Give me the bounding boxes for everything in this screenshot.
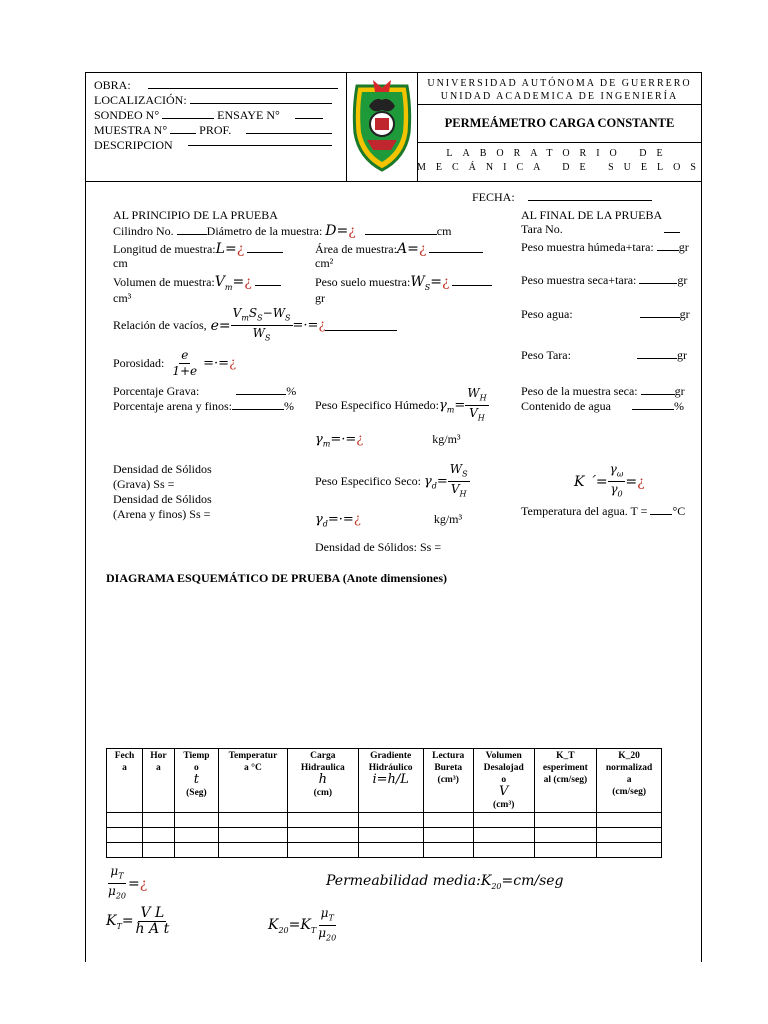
p-humeda-unit: gr (678, 240, 689, 254)
localizacion-label: LOCALIZACIÓN: (94, 93, 187, 107)
col-kt: K_T esperiment al (cm/seg) (534, 749, 597, 813)
porosidad-label: Porosidad: (113, 356, 165, 370)
university-name: UNIVERSIDAD AUTÓNOMA DE GUERRERO (427, 78, 692, 89)
localizacion-row (94, 93, 332, 108)
fecha-field[interactable] (528, 190, 652, 201)
fecha-row (472, 190, 652, 205)
page-frame-right (701, 72, 702, 962)
table-cell[interactable] (473, 828, 534, 843)
page-frame-left (85, 72, 86, 962)
cilindro-field[interactable] (177, 224, 207, 235)
header-divider-2 (417, 142, 702, 143)
kt-formula (106, 906, 171, 937)
ensaye-label: ENSAYE N° (217, 108, 280, 122)
left-section-title: AL PRINCIPIO DE LA PRUEBA (113, 208, 278, 222)
grava-label: Porcentaje Grava: (113, 384, 200, 398)
p-seca-field[interactable] (639, 273, 677, 284)
obra-row (94, 78, 338, 93)
area-row (315, 241, 483, 257)
table-cell[interactable] (358, 813, 423, 828)
tara-field[interactable] (664, 222, 680, 233)
descripcion-label: DESCRIPCION (94, 138, 173, 152)
grava-row (113, 384, 296, 399)
table-cell[interactable] (219, 813, 288, 828)
university-logo (351, 78, 413, 174)
table-cell[interactable] (358, 828, 423, 843)
contenido-agua-field[interactable] (632, 399, 674, 410)
porosidad-result: =·=¿ (203, 356, 237, 371)
prof-field[interactable] (246, 123, 332, 134)
table-cell[interactable] (358, 843, 423, 858)
table-cell[interactable] (473, 843, 534, 858)
muestra-row (94, 123, 332, 138)
p-humeda-field[interactable] (657, 240, 679, 251)
pe-seco-fraction: $\frac{W_S}{V_H}$ (449, 462, 468, 499)
area-unit: cm² (315, 256, 334, 270)
table-cell[interactable] (142, 828, 174, 843)
table-row (107, 828, 662, 843)
tara-label: Tara No. (521, 222, 563, 236)
table-cell[interactable] (287, 828, 358, 843)
prof-label: PROF. (199, 123, 232, 137)
k20-formula (268, 906, 338, 946)
dens-grava-2: (Grava) Ss = (113, 477, 175, 491)
col-carga: Carga Hidraulica h (cm) (287, 749, 358, 813)
table-row (107, 843, 662, 858)
contenido-agua-row (521, 399, 684, 414)
p-muestra-seca-row (521, 384, 685, 399)
pe-humedo-result: $\gamma_m=\cdot=¿$ (315, 432, 364, 449)
table-cell[interactable] (473, 813, 534, 828)
table-cell[interactable] (423, 813, 473, 828)
relacion-fraction: $\frac{V_mS_S-W_S}{W_S}$ (232, 306, 291, 343)
peso-suelo-unit: gr (315, 291, 325, 305)
volumen-row (113, 274, 281, 292)
test-title: PERMEÁMETRO CARGA CONSTANTE (444, 116, 675, 130)
muestra-field[interactable] (170, 123, 196, 134)
relacion-e: e= (210, 317, 231, 334)
results-table (106, 748, 662, 858)
grava-pct: % (286, 384, 297, 398)
p-muestra-seca-label: Peso de la muestra seca: (521, 384, 638, 398)
p-tara-field[interactable] (637, 348, 677, 359)
table-cell[interactable] (107, 813, 143, 828)
area-field[interactable] (429, 242, 483, 253)
temperatura-unit: °C (672, 504, 686, 518)
relacion-field[interactable] (325, 320, 397, 331)
pe-humedo-row (315, 386, 489, 426)
table-cell[interactable] (597, 813, 662, 828)
pe-seco-row (315, 462, 470, 502)
volumen-field[interactable] (255, 275, 281, 286)
p-seca-unit: gr (677, 273, 688, 287)
p-agua-row (521, 307, 690, 322)
pe-humedo-result-row (315, 432, 461, 449)
table-cell[interactable] (219, 843, 288, 858)
contenido-agua-pct: % (673, 399, 684, 413)
porosidad-fraction: $\frac{e}{1+e}$ (172, 348, 198, 378)
k-prime-result: =¿ (625, 473, 645, 490)
col-fecha: Fech a (107, 749, 143, 813)
p-humeda-label: Peso muestra húmeda+tara: (521, 240, 654, 254)
descripcion-field[interactable] (188, 145, 332, 146)
obra-label: OBRA: (94, 78, 131, 92)
table-cell[interactable] (534, 828, 597, 843)
mu-ratio-result: =¿ (128, 875, 148, 892)
peso-suelo-field[interactable] (452, 275, 492, 286)
pe-humedo-unit: kg/m³ (432, 432, 461, 446)
table-cell[interactable] (287, 813, 358, 828)
diametro-field[interactable] (365, 224, 437, 235)
area-formula: A=¿ (396, 241, 427, 257)
fecha-label: FECHA: (472, 190, 515, 204)
table-cell[interactable] (174, 813, 218, 828)
table-cell[interactable] (174, 843, 218, 858)
tara-row (521, 222, 680, 237)
pe-humedo-fraction: $\frac{W_H}{V_H}$ (467, 386, 487, 423)
kt-lhs: $K_T=$ (106, 912, 134, 931)
lab-line-2: MECÁNICA DE SUELOS (417, 162, 706, 173)
arena-row (113, 399, 294, 414)
table-cell[interactable] (423, 843, 473, 858)
area-label: Área de muestra: (315, 242, 397, 256)
diagram-title: DIAGRAMA ESQUEMÁTICO DE PRUEBA (Anote dimensiones) (106, 571, 448, 585)
p-seca-row (521, 273, 687, 288)
ensaye-field[interactable] (295, 108, 323, 119)
dens-arena-2: (Arena y finos) Ss = (113, 507, 211, 521)
peso-suelo-row (315, 274, 492, 292)
volumen-formula: $V_m=¿$ (214, 274, 252, 292)
p-agua-field[interactable] (640, 307, 680, 318)
unit-name: UNIDAD ACADEMICA DE INGENIERÍA (440, 91, 679, 102)
arena-field[interactable] (232, 399, 284, 410)
p-tara-row (521, 348, 687, 363)
header-divider-1 (417, 104, 702, 105)
longitud-formula: L=¿ (215, 241, 245, 257)
table-cell[interactable] (219, 828, 288, 843)
cilindro-row (113, 223, 451, 239)
relacion-label: Relación de vacíos, (113, 318, 207, 333)
p-muestra-seca-field[interactable] (641, 384, 675, 395)
sondeo-row (94, 108, 323, 123)
peso-suelo-label: Peso suelo muestra: (315, 275, 411, 289)
volumen-unit: cm³ (113, 291, 132, 305)
col-tiempo: Tiemp o t (Seg) (174, 749, 218, 813)
perm-media-label: Permeabilidad media: (326, 873, 481, 889)
p-tara-label: Peso Tara: (521, 348, 571, 362)
volumen-label: Volumen de muestra: (113, 275, 215, 289)
porosidad-row (113, 348, 236, 379)
pe-seco-result: $\gamma_d=\cdot=¿$ (315, 512, 361, 529)
sondeo-label: SONDEO N° (94, 108, 160, 122)
pe-humedo-gamma: $\gamma_m=$ (438, 397, 466, 415)
temperatura-label: Temperatura del agua. T = (521, 504, 648, 518)
p-humeda-row (521, 240, 689, 255)
lab-line-1: LABORATORIO DE (446, 148, 673, 159)
diametro-formula: D=¿ (325, 223, 356, 239)
dens-solidos-label: Densidad de Sólidos: Ss = (315, 540, 442, 554)
p-agua-label: Peso agua: (521, 307, 573, 321)
table-row (107, 813, 662, 828)
table-cell[interactable] (423, 828, 473, 843)
mu-ratio-fraction: $\frac{\mu_T}{\mu_{20}}$ (108, 864, 126, 901)
col-temperatura: Temperatur a °C (219, 749, 288, 813)
table-cell[interactable] (597, 843, 662, 858)
col-volumen: Volumen Desalojad o V (cm³) (473, 749, 534, 813)
k20-fraction: $\frac{\mu_T}{\mu_{20}}$ (318, 906, 337, 943)
localizacion-field[interactable] (190, 93, 332, 104)
table-cell[interactable] (107, 843, 143, 858)
diametro-label: Diámetro de la muestra: (206, 224, 323, 238)
longitud-unit: cm (113, 256, 128, 270)
table-cell[interactable] (107, 828, 143, 843)
sondeo-field[interactable] (162, 108, 214, 119)
longitud-row (113, 241, 283, 257)
obra-field[interactable] (148, 78, 338, 89)
longitud-field[interactable] (247, 242, 283, 253)
mu-ratio-formula (106, 864, 147, 904)
k-prime-fraction: $\frac{\gamma_\omega}{\gamma_0}$ (609, 462, 624, 499)
col-lectura: Lectura Bureta (cm³) (423, 749, 473, 813)
table-cell[interactable] (142, 843, 174, 858)
perm-media-formula (326, 873, 564, 891)
contenido-agua-label: Contenido de agua (521, 399, 611, 413)
right-section-title: AL FINAL DE LA PRUEBA (521, 208, 663, 222)
arena-label: Porcentaje arena y finos: (113, 399, 232, 413)
relacion-row (113, 306, 397, 346)
k-prime-lhs: K ´= (574, 473, 608, 490)
kt-fraction: $\frac{\text{V L}}{\text{h A t}}$ (135, 905, 170, 937)
table-cell[interactable] (534, 843, 597, 858)
table-cell[interactable] (142, 813, 174, 828)
diametro-unit: cm (436, 224, 452, 238)
dens-grava-1: Densidad de Sólidos (113, 462, 212, 476)
arena-pct: % (283, 399, 294, 413)
muestra-label: MUESTRA N° (94, 123, 168, 137)
relacion-result: =·=¿ (292, 318, 326, 334)
table-cell[interactable] (174, 828, 218, 843)
temperatura-row (521, 504, 685, 519)
peso-suelo-formula: $W_S=¿$ (410, 274, 450, 292)
p-tara-unit: gr (676, 348, 687, 362)
dens-arena-1: Densidad de Sólidos (113, 492, 212, 506)
cilindro-label: Cilindro No. (113, 224, 174, 238)
longitud-label: Longitud de muestra: (113, 242, 216, 256)
temperatura-field[interactable] (650, 504, 672, 515)
p-seca-label: Peso muestra seca+tara: (521, 273, 637, 287)
pe-seco-unit: kg/m³ (433, 512, 463, 526)
col-k20: K_20 normalizad a (cm/seg) (597, 749, 662, 813)
pe-seco-label: Peso Especifico Seco: (315, 474, 421, 489)
pe-humedo-label: Peso Especifico Húmedo: (315, 398, 439, 413)
table-cell[interactable] (287, 843, 358, 858)
perm-media-expr: $K_{20}=cm$/seg (480, 873, 564, 891)
grava-field[interactable] (236, 384, 286, 395)
p-muestra-seca-unit: gr (674, 384, 685, 398)
pe-seco-gamma: $\gamma_d=$ (423, 473, 448, 491)
pe-seco-result-row (315, 512, 462, 529)
col-hora: Hor a (142, 749, 174, 813)
descripcion-row (94, 138, 173, 153)
p-agua-unit: gr (679, 307, 690, 321)
k20-lhs: $K_{20}=K_T$ (268, 916, 317, 935)
table-cell[interactable] (534, 813, 597, 828)
k-prime-formula (574, 462, 645, 502)
col-gradiente: Gradiente Hidráulico i=h/L (358, 749, 423, 813)
table-cell[interactable] (597, 828, 662, 843)
table-header-row (107, 749, 662, 813)
